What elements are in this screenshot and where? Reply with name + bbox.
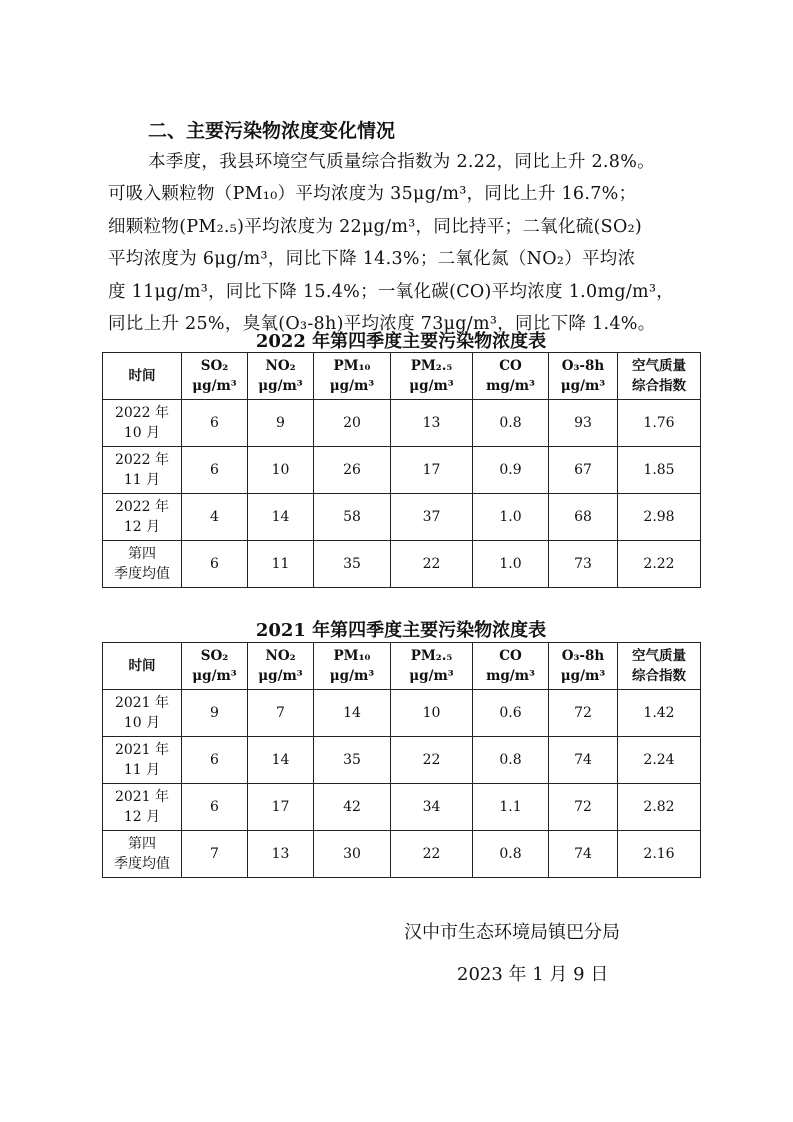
value-cell: 34 [391,784,473,831]
header-unit: μg/m³ [409,668,454,684]
value-cell: 0.8 [473,400,549,447]
value-cell: 9 [182,690,248,737]
table-row [103,541,701,588]
signature-date: 2023 年 1 月 9 日 [457,964,609,985]
value-cell: 14 [314,690,391,737]
value-cell: 0.9 [473,447,549,494]
header-name: 时间 [128,658,156,674]
value-cell: 6 [182,400,248,447]
value-cell: 1.1 [473,784,549,831]
column-header [314,643,391,690]
value-cell: 2.22 [618,541,701,588]
column-header [314,353,391,400]
value-cell: 2.16 [618,831,701,878]
header-name: PM₂.₅ [410,358,453,374]
value-cell: 14 [248,737,314,784]
value-cell: 67 [549,447,618,494]
time-label: 12 月 [123,809,161,825]
table-2022-title: 2022 年第四季度主要污染物浓度表 [255,331,547,352]
time-label: 季度均值 [114,566,170,582]
table-row [103,784,701,831]
value-cell: 13 [248,831,314,878]
table-row [103,447,701,494]
header-name: PM₁₀ [333,648,371,664]
header-unit: μg/m³ [560,378,606,394]
header-name: PM₁₀ [333,358,371,374]
header-unit: 综合指数 [632,378,686,394]
time-label: 2021 年 [114,695,170,711]
header-name: CO [499,648,522,664]
value-cell: 2.98 [618,494,701,541]
paragraph-line: 度 11μg/m³，同比下降 15.4%；一氧化碳(CO)平均浓度 1.0mg/m³， [108,281,675,302]
value-cell: 35 [314,541,391,588]
time-cell [103,494,182,541]
time-label: 2022 年 [114,452,170,468]
value-cell: 2.24 [618,737,701,784]
time-label: 10 月 [123,425,161,441]
value-cell: 6 [182,737,248,784]
value-cell: 1.42 [618,690,701,737]
value-cell: 20 [314,400,391,447]
header-name: SO₂ [200,358,229,374]
table-row [103,690,701,737]
column-header [103,643,182,690]
value-cell: 22 [391,737,473,784]
header-row [103,643,701,690]
header-name: PM₂.₅ [410,648,453,664]
table-row [103,400,701,447]
table-row [103,494,701,541]
value-cell: 7 [248,690,314,737]
header-name: 时间 [128,368,156,384]
value-cell: 1.76 [618,400,701,447]
header-name: NO₂ [265,648,296,664]
time-cell [103,447,182,494]
column-header [618,643,701,690]
header-unit: μg/m³ [329,378,375,394]
table-2021 [102,642,701,878]
time-label: 第四 [128,546,156,562]
section-heading: 二、主要污染物浓度变化情况 [148,120,396,142]
column-header [248,643,314,690]
column-header [618,353,701,400]
time-cell [103,541,182,588]
header-name: CO [499,358,522,374]
value-cell: 2.82 [618,784,701,831]
table-2022 [102,352,701,588]
value-cell: 14 [248,494,314,541]
value-cell: 26 [314,447,391,494]
table-row [103,831,701,878]
column-header [549,643,618,690]
time-label: 季度均值 [114,856,170,872]
header-name: SO₂ [200,648,229,664]
time-cell [103,400,182,447]
paragraph-line: 细颗粒物(PM₂.₅)平均浓度为 22μg/m³，同比持平；二氧化硫(SO₂) [108,216,643,237]
time-cell [103,737,182,784]
signature-org: 汉中市生态环境局镇巴分局 [404,922,620,943]
value-cell: 72 [549,690,618,737]
value-cell: 37 [391,494,473,541]
time-label: 2021 年 [114,789,170,805]
summary-paragraph [108,146,708,340]
time-label: 11 月 [123,762,161,778]
time-cell [103,831,182,878]
header-unit: 综合指数 [632,668,686,684]
column-header [103,353,182,400]
header-name: 空气质量 [632,648,686,664]
header-name: 空气质量 [632,358,686,374]
value-cell: 42 [314,784,391,831]
value-cell: 13 [391,400,473,447]
time-label: 2022 年 [114,405,170,421]
header-unit: mg/m³ [486,668,535,684]
column-header [473,643,549,690]
value-cell: 1.0 [473,541,549,588]
header-name: O₃-8h [561,648,605,664]
column-header [391,643,473,690]
value-cell: 6 [182,447,248,494]
value-cell: 11 [248,541,314,588]
column-header [549,353,618,400]
header-name: O₃-8h [561,358,605,374]
time-label: 2022 年 [114,499,170,515]
value-cell: 9 [248,400,314,447]
time-label: 2021 年 [114,742,170,758]
column-header [182,353,248,400]
paragraph-line: 可吸入颗粒物（PM₁₀）平均浓度为 35μg/m³，同比上升 16.7%； [108,184,637,205]
value-cell: 4 [182,494,248,541]
value-cell: 35 [314,737,391,784]
value-cell: 73 [549,541,618,588]
paragraph-line: 平均浓度为 6μg/m³，同比下降 14.3%；二氧化氮（NO₂）平均浓 [108,249,636,270]
table-row [103,737,701,784]
value-cell: 17 [248,784,314,831]
value-cell: 22 [391,541,473,588]
value-cell: 74 [549,831,618,878]
time-label: 第四 [128,836,156,852]
value-cell: 1.85 [618,447,701,494]
value-cell: 1.0 [473,494,549,541]
value-cell: 7 [182,831,248,878]
value-cell: 68 [549,494,618,541]
value-cell: 30 [314,831,391,878]
header-unit: μg/m³ [329,668,375,684]
value-cell: 72 [549,784,618,831]
paragraph-line: 本季度，我县环境空气质量综合指数为 2.22，同比上升 2.8%。 [148,152,655,172]
header-row [103,353,701,400]
column-header [391,353,473,400]
value-cell: 74 [549,737,618,784]
header-unit: μg/m³ [258,378,303,394]
value-cell: 0.8 [473,831,549,878]
value-cell: 0.6 [473,690,549,737]
table-2021-title: 2021 年第四季度主要污染物浓度表 [255,620,547,641]
value-cell: 93 [549,400,618,447]
value-cell: 17 [391,447,473,494]
value-cell: 10 [248,447,314,494]
column-header [473,353,549,400]
header-unit: μg/m³ [192,668,237,684]
value-cell: 6 [182,784,248,831]
header-unit: μg/m³ [409,378,454,394]
paragraph-line: 同比上升 25%，臭氧(O₃-8h)平均浓度 73μg/m³，同比下降 1.4%。 [108,313,656,334]
header-unit: μg/m³ [560,668,606,684]
time-cell [103,784,182,831]
value-cell: 6 [182,541,248,588]
time-label: 12 月 [123,519,161,535]
header-unit: mg/m³ [486,378,535,394]
time-cell [103,690,182,737]
header-unit: μg/m³ [258,668,303,684]
column-header [248,353,314,400]
column-header [182,643,248,690]
time-label: 10 月 [123,715,161,731]
time-label: 11 月 [123,472,161,488]
value-cell: 58 [314,494,391,541]
value-cell: 22 [391,831,473,878]
value-cell: 10 [391,690,473,737]
value-cell: 0.8 [473,737,549,784]
header-unit: μg/m³ [192,378,237,394]
header-name: NO₂ [265,358,296,374]
